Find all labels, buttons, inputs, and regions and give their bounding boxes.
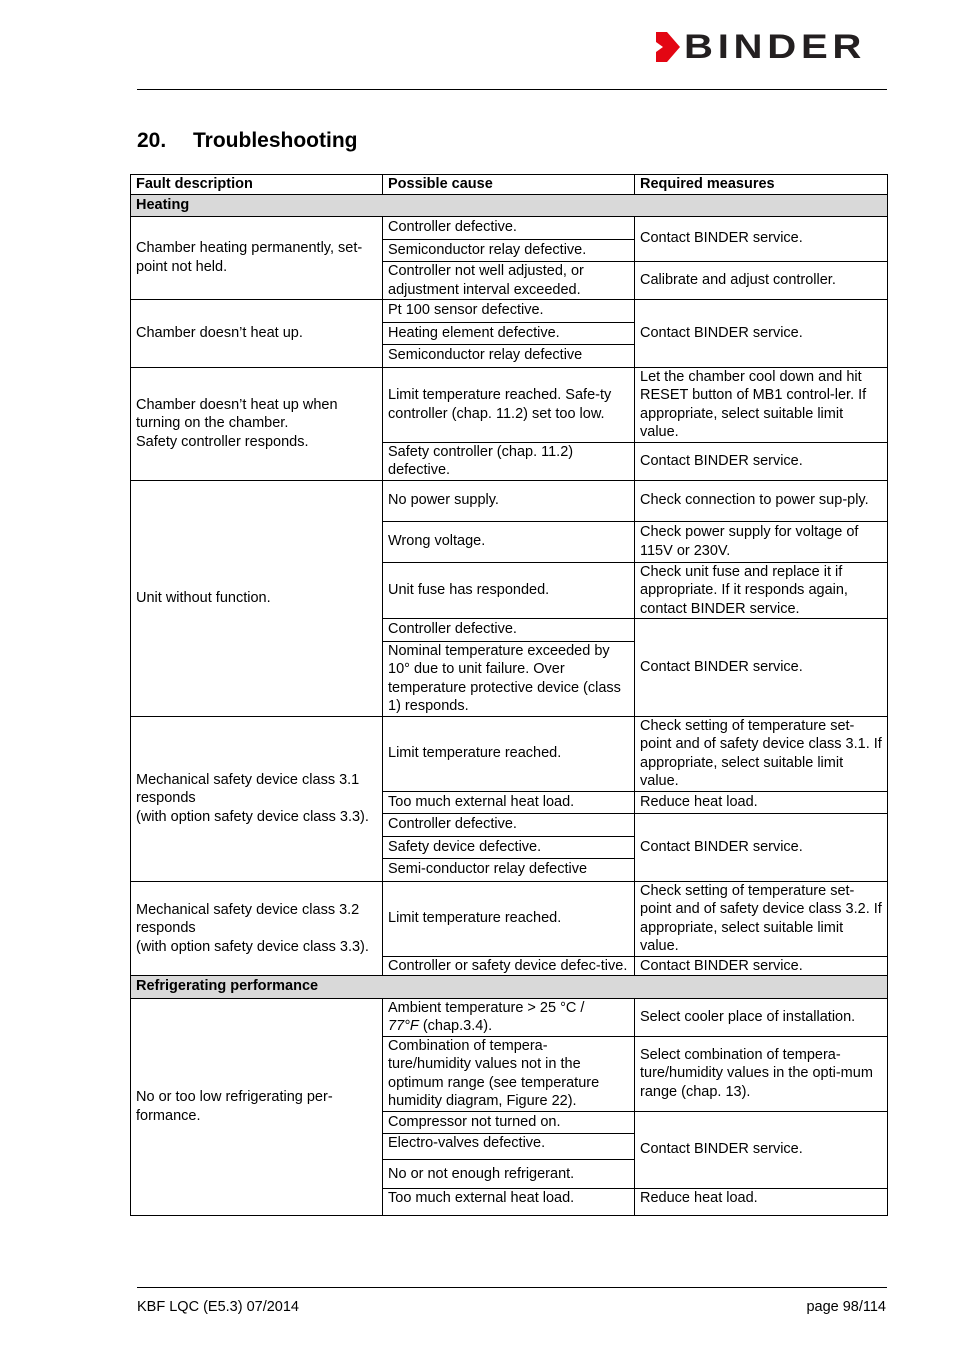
- measure-cell: Contact BINDER service.: [635, 814, 888, 882]
- measure-cell: Let the chamber cool down and hit RESET button of MB1 control-ler. If appropriate, select suitable limit value.: [635, 367, 888, 442]
- measure-cell: Contact BINDER service.: [635, 217, 888, 262]
- measure-cell: Select combination of tempera-ture/humidity values in the opti-mum range (chap. 13).: [635, 1036, 888, 1111]
- measure-cell: Reduce heat load.: [635, 791, 888, 814]
- fault-cell: [131, 881, 383, 976]
- footer-rule: [137, 1287, 887, 1288]
- logo-text: BINDER: [684, 28, 867, 66]
- cause-cell: Compressor not turned on.: [383, 1111, 635, 1134]
- document-id: KBF LQC (E5.3) 07/2014: [137, 1299, 299, 1315]
- cause-cell: Semiconductor relay defective.: [383, 239, 635, 262]
- fault-line: Chamber doesn’t heat up when turning on the chamber.: [136, 396, 338, 432]
- fault-line: (with option safety device class 3.3).: [136, 938, 369, 955]
- cause-cell: Combination of tempera-ture/humidity values not in the optimum range (see temperature humidity diagram, Figure 22).: [383, 1036, 635, 1111]
- measure-cell: Contact BINDER service.: [635, 956, 888, 976]
- measure-cell: Check power supply for voltage of 115V or 230V.: [635, 521, 888, 562]
- measure-cell: Check connection to power sup-ply.: [635, 480, 888, 521]
- fault-cell: Unit without function.: [131, 480, 383, 716]
- measure-cell: Check setting of temperature set-point and of safety device class 3.1. If appropriate, select suitable limit value.: [635, 716, 888, 791]
- table-row: [131, 480, 888, 521]
- cause-cell: No or not enough refrigerant.: [383, 1160, 635, 1189]
- cause-text: (chap.3.4).: [422, 1018, 493, 1034]
- measure-cell: Check unit fuse and replace it if appropriate. If it responds again, contact BINDER service.: [635, 562, 888, 619]
- cause-cell: Limit temperature reached. Safe-ty controller (chap. 11.2) set too low.: [383, 367, 635, 442]
- page-number: page 98/114: [806, 1299, 886, 1315]
- fault-line: Mechanical safety device class 3.2 responds: [136, 901, 360, 936]
- cause-cell: Limit temperature reached.: [383, 716, 635, 791]
- cause-cell: Semi-conductor relay defective: [383, 859, 635, 882]
- section-label: Refrigerating performance: [131, 976, 888, 999]
- measure-cell: Contact BINDER service.: [635, 619, 888, 717]
- cause-cell: Controller defective.: [383, 814, 635, 837]
- section-title-text: Troubleshooting: [193, 129, 358, 152]
- cause-cell: Safety device defective.: [383, 836, 635, 859]
- fault-cell: [131, 367, 383, 480]
- column-header: Possible cause: [383, 175, 635, 195]
- cause-cell: No power supply.: [383, 480, 635, 521]
- cause-cell: Safety controller (chap. 11.2) defective.: [383, 442, 635, 480]
- fault-line: Safety controller responds.: [136, 433, 309, 450]
- header-rule: [137, 89, 887, 90]
- cause-cell: Too much external heat load.: [383, 1189, 635, 1216]
- column-header: Required measures: [635, 175, 888, 195]
- section-label: Heating: [131, 194, 888, 217]
- cause-cell: Controller or safety device defec-tive.: [383, 956, 635, 976]
- cause-cell: Unit fuse has responded.: [383, 562, 635, 619]
- cause-text: Ambient temperature > 25 °C /: [388, 999, 585, 1016]
- fault-cell: Chamber doesn’t heat up.: [131, 300, 383, 368]
- cause-italic-text: 77°F: [388, 1018, 419, 1034]
- table-row: [131, 998, 888, 1036]
- cause-cell: Controller not well adjusted, or adjustment interval exceeded.: [383, 262, 635, 300]
- table-row: [131, 367, 888, 442]
- section-row-refrigerating: [131, 976, 888, 999]
- measure-cell: Contact BINDER service.: [635, 300, 888, 368]
- cause-cell: [383, 998, 635, 1036]
- measure-cell: Contact BINDER service.: [635, 442, 888, 480]
- cause-cell: Nominal temperature exceeded by 10° due to unit failure. Over temperature protective device (class 1) responds.: [383, 641, 635, 716]
- logo-mark-icon: [655, 30, 681, 64]
- table-row: [131, 217, 888, 240]
- section-row-heating: [131, 194, 888, 217]
- measure-cell: Calibrate and adjust controller.: [635, 262, 888, 300]
- column-header: Fault description: [131, 175, 383, 195]
- cause-cell: Electro-valves defective.: [383, 1134, 635, 1160]
- measure-cell: Reduce heat load.: [635, 1189, 888, 1216]
- fault-line: Mechanical safety device class 3.1 responds: [136, 771, 360, 807]
- fault-cell: No or too low refrigerating per-formance.: [131, 998, 383, 1216]
- cause-cell: Limit temperature reached.: [383, 881, 635, 956]
- cause-cell: Controller defective.: [383, 619, 635, 642]
- cause-cell: Too much external heat load.: [383, 791, 635, 814]
- cause-cell: Pt 100 sensor defective.: [383, 300, 635, 323]
- fault-cell: Chamber heating permanently, set-point not held.: [131, 217, 383, 300]
- table-row: [131, 881, 888, 956]
- table-header-row: [131, 175, 888, 195]
- section-number: 20.: [137, 129, 167, 152]
- cause-cell: Controller defective.: [383, 217, 635, 240]
- measure-cell: Contact BINDER service.: [635, 1111, 888, 1189]
- measure-cell: Check setting of temperature set-point and of safety device class 3.2. If appropriate, select suitable limit value.: [635, 881, 888, 956]
- cause-cell: Heating element defective.: [383, 322, 635, 345]
- section-title: [137, 129, 357, 153]
- cause-cell: Wrong voltage.: [383, 521, 635, 562]
- table-row: [131, 300, 888, 323]
- fault-line: (with option safety device class 3.3).: [136, 808, 369, 825]
- cause-cell: Semiconductor relay defective: [383, 345, 635, 368]
- binder-logo: [655, 30, 887, 64]
- troubleshooting-table: [130, 174, 888, 1216]
- measure-cell: Select cooler place of installation.: [635, 998, 888, 1036]
- fault-cell: [131, 716, 383, 881]
- table-row: [131, 716, 888, 791]
